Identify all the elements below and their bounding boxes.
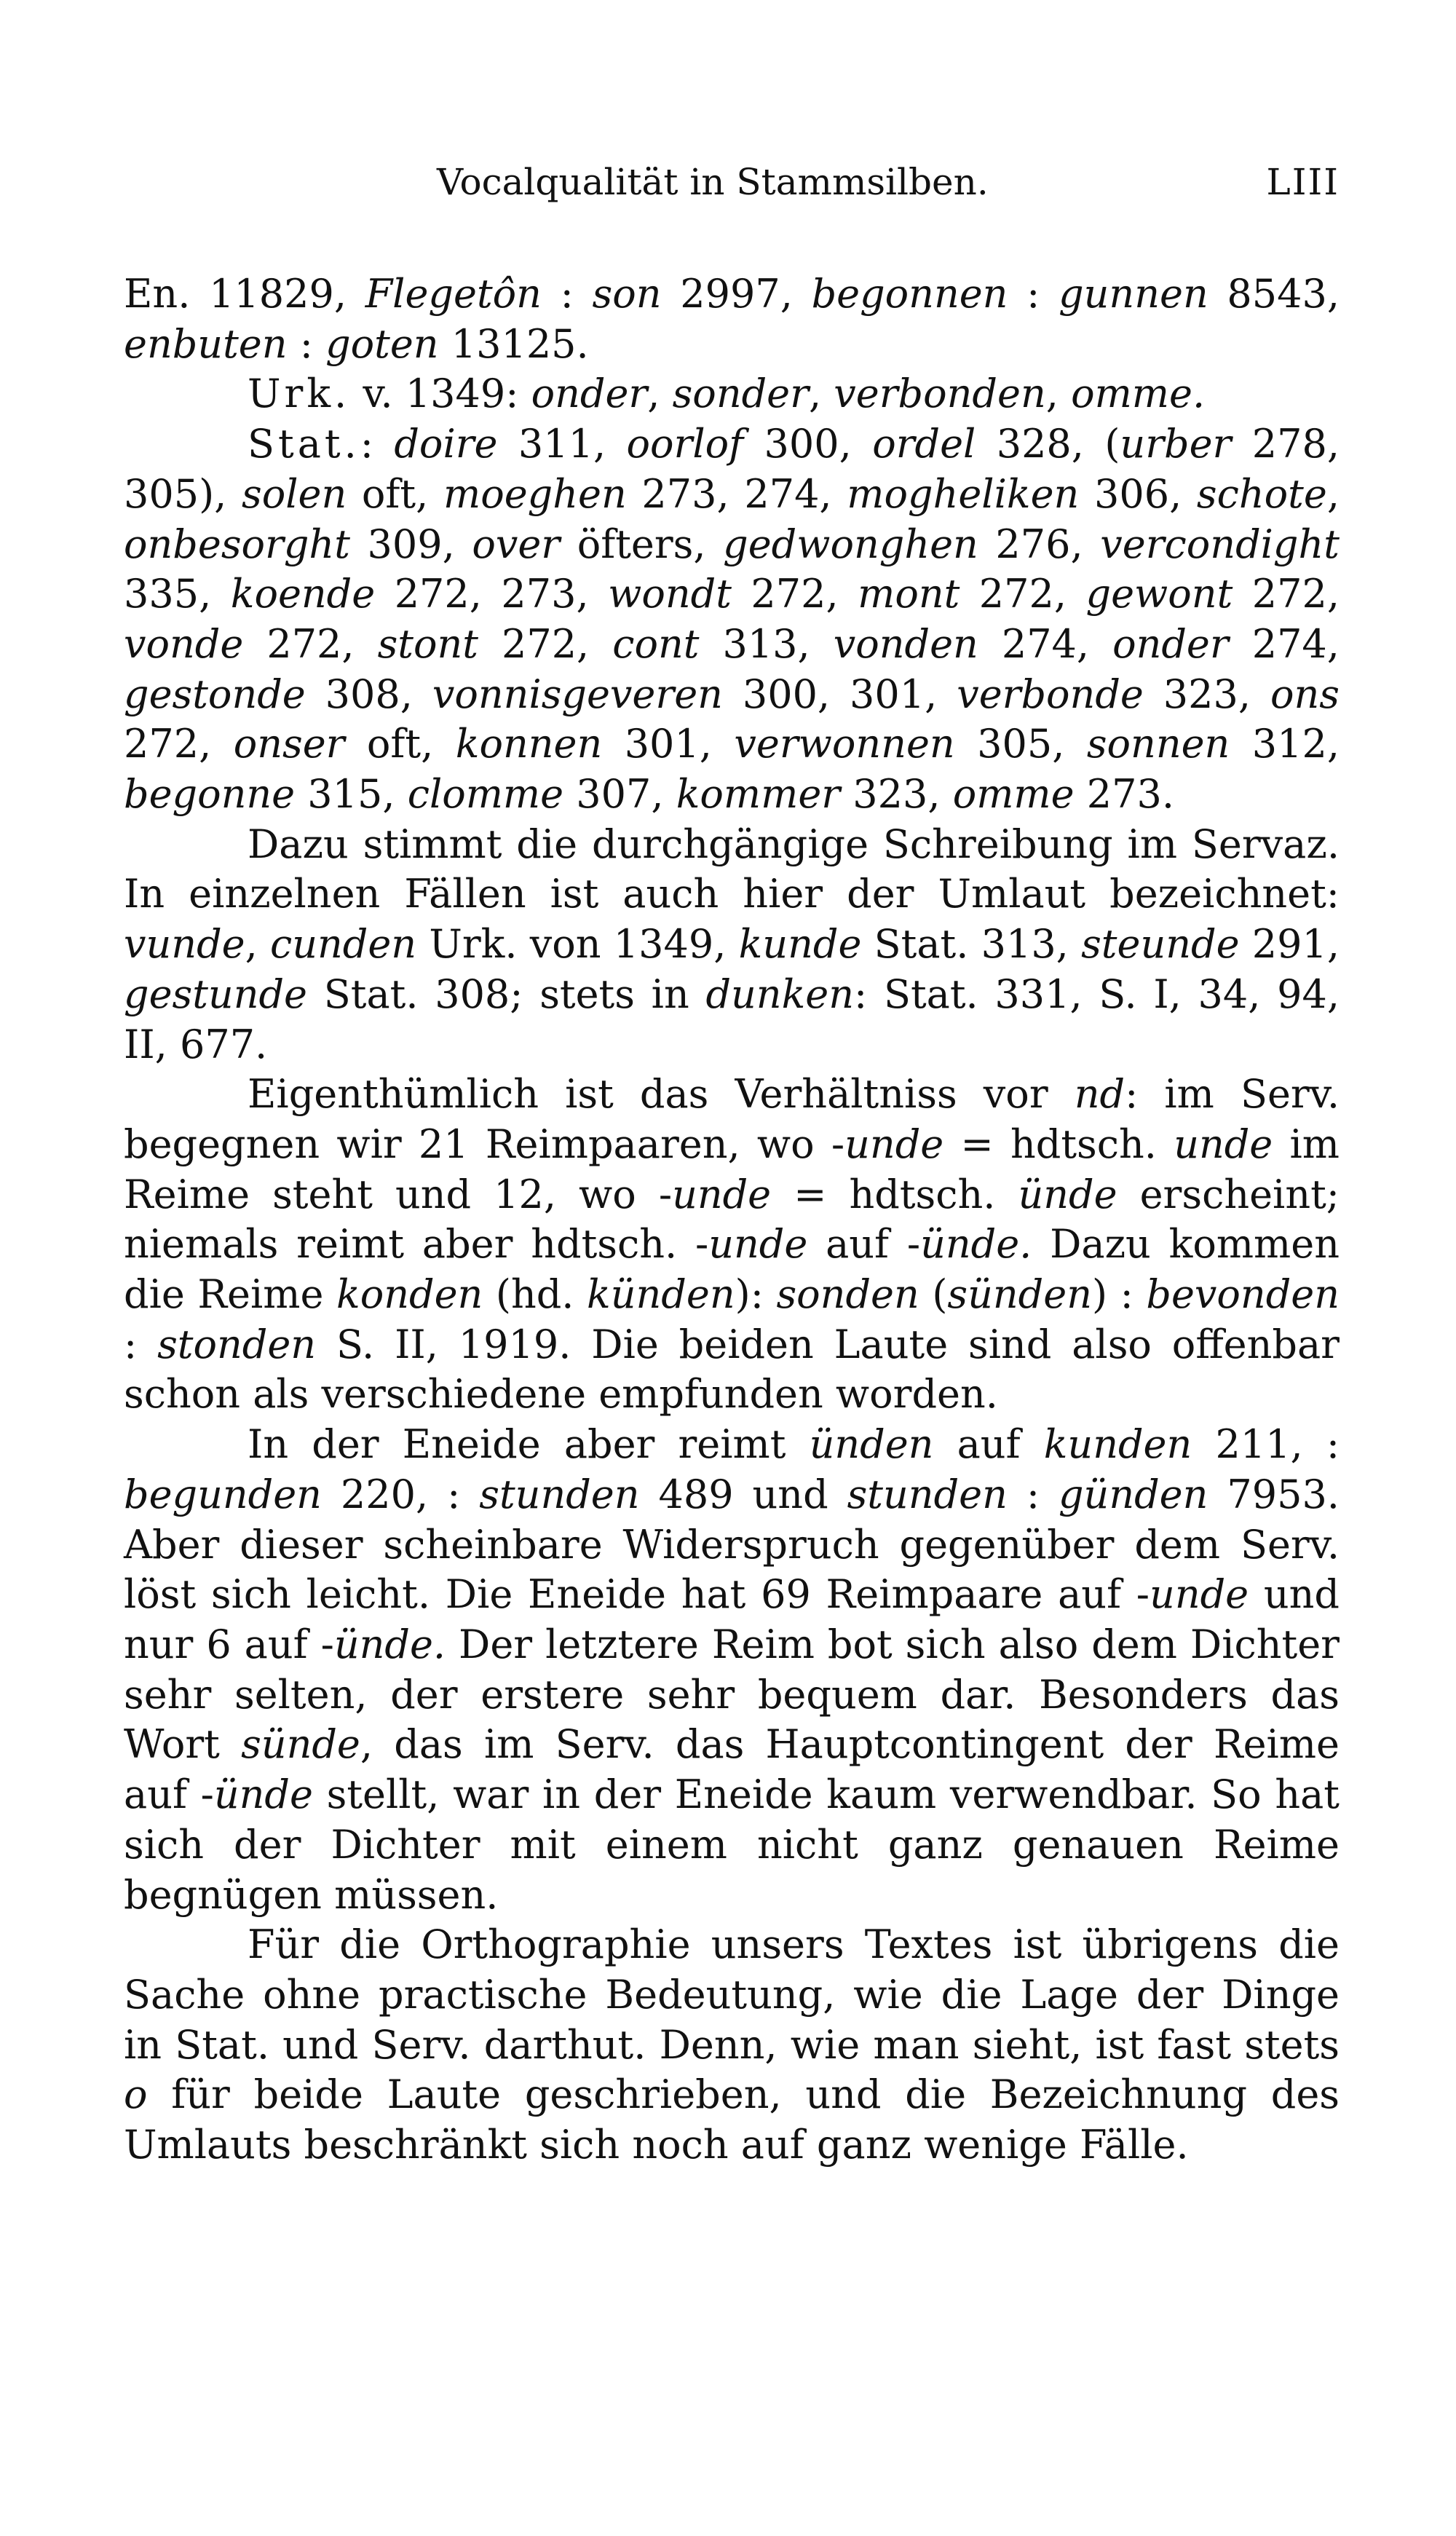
text-run: 489 und [639, 1471, 847, 1517]
text-run: Für die Orthographie unsers Textes ist übrigens die Sache ohne practische Bedeutung, wie die Lage der Dinge in Stat. und Serv. darthut. Denn, wie man sieht, ist fast stets [124, 1921, 1340, 2068]
text-run: 274, [1228, 620, 1340, 667]
italic-term: konden [336, 1271, 483, 1318]
text-run: für beide Laute geschrieben, und die Bezeichnung des Umlauts beschränkt sich noch auf ganz wenige Fälle. [124, 2071, 1340, 2168]
italic-term: begunden [124, 1471, 322, 1517]
text-run: 309, [349, 521, 472, 567]
italic-term: ünde. [920, 1221, 1032, 1268]
italic-term: vonnisgeveren [432, 671, 723, 717]
text-run: 308, [305, 671, 432, 717]
italic-term: stunden [847, 1471, 1008, 1517]
text-run: ( [919, 1271, 948, 1318]
text-run: stellt, war in der Eneide kaum verwendbar. So hat sich der Dichter mit einem nicht ganz genauen Reime begnügen müssen. [124, 1771, 1340, 1918]
text-run: S. II, 1919. Die beiden Laute sind also offenbar schon als verschiedene empfunden worden. [124, 1321, 1340, 1418]
italic-term: vonden [833, 620, 978, 667]
italic-term: omme. [1071, 371, 1206, 417]
text-run: 274, [978, 620, 1113, 667]
text-run: 273, 274, [626, 470, 847, 517]
text-run: erscheint; niemals reimt aber hdtsch. - [124, 1171, 1340, 1268]
text-run: = hdtsch. [943, 1121, 1174, 1167]
text-run: 323, [1143, 671, 1270, 717]
italic-term: ünde. [333, 1621, 446, 1667]
text-run: = hdtsch. [771, 1171, 1018, 1217]
italic-term: verwonnen [734, 721, 955, 767]
text-run: 220, : [321, 1471, 480, 1517]
italic-term: enbuten [124, 320, 288, 367]
text-run: und nur 6 auf - [124, 1571, 1340, 1667]
italic-term: gestunde [124, 971, 308, 1017]
text-run: 291, [1239, 921, 1340, 968]
text-run: 306, [1079, 470, 1197, 517]
italic-term: koende [230, 571, 376, 617]
italic-term: ons [1270, 671, 1340, 717]
text-run: , das im Serv. das Hauptcontingent der Reime auf - [124, 1721, 1340, 1818]
spaced-abbreviation: Stat. [248, 421, 360, 467]
italic-term: verbonde [957, 671, 1144, 717]
italic-term: kunde [738, 921, 862, 968]
text-run: 272, [960, 571, 1086, 617]
text-run: , [1326, 470, 1340, 517]
text-run: 272, [124, 721, 234, 767]
text-run: 300, [743, 421, 873, 467]
text-run: 272, [731, 571, 858, 617]
italic-term: gestonde [124, 671, 306, 717]
italic-term: bevonden [1146, 1271, 1340, 1318]
text-run: 13125. [438, 320, 589, 367]
italic-term: Flegetôn [365, 271, 542, 317]
text-run: 272, 273, [375, 571, 609, 617]
italic-term: unde [1150, 1571, 1249, 1618]
italic-term: omme [952, 771, 1075, 818]
text-run: , [1045, 371, 1072, 417]
text-run: : im Serv. begegnen wir 21 Reimpaaren, wo - [124, 1071, 1340, 1167]
paragraph [124, 1070, 1340, 1420]
italic-term: gewont [1085, 571, 1233, 617]
italic-term: unde [708, 1221, 808, 1268]
text-run: (hd. [483, 1271, 587, 1318]
italic-term: oorlof [626, 421, 744, 467]
text-run: 328, ( [976, 421, 1120, 467]
text-run: oft, [347, 470, 443, 517]
italic-term: sünde [241, 1721, 360, 1768]
italic-term: sünden [947, 1271, 1092, 1318]
italic-term: gunnen [1059, 271, 1208, 317]
text-run: 311, [497, 421, 627, 467]
text-run: Der letztere Reim bot sich also dem Dichter sehr selten, der erstere sehr bequem dar. Besonders das Wort [124, 1621, 1340, 1768]
italic-term: ordel [872, 421, 976, 467]
paragraph [124, 820, 1340, 1070]
text-run: oft, [344, 721, 456, 767]
text-run: : [1007, 1471, 1059, 1517]
italic-term: dunken [705, 971, 855, 1017]
italic-term: schote [1196, 470, 1327, 517]
text-run: 305, [954, 721, 1087, 767]
text-run: Stat. 308; stets in [307, 971, 706, 1017]
text-run: öfters, [560, 521, 724, 567]
italic-term: son [592, 271, 662, 317]
italic-term: over [472, 521, 561, 567]
text-run: auf [933, 1421, 1044, 1468]
italic-term: goten [325, 320, 439, 367]
text-run: 313, [699, 620, 834, 667]
italic-term: stonden [157, 1321, 317, 1367]
italic-term: wondt [608, 571, 732, 617]
text-run: 312, [1230, 721, 1340, 767]
text-run: ): [735, 1271, 777, 1318]
italic-term: stont [377, 620, 478, 667]
text-run: 335, [124, 571, 231, 617]
paragraph [124, 369, 1340, 419]
italic-term: o [124, 2071, 148, 2118]
text-run: 307, [563, 771, 676, 818]
text-run: : [541, 271, 593, 317]
text-run: 300, 301, [722, 671, 957, 717]
italic-term: cunden [269, 921, 417, 968]
italic-term: moeghen [443, 470, 627, 517]
italic-term: gedwonghen [723, 521, 978, 567]
text-run: 8543, [1208, 271, 1340, 317]
paragraph [124, 419, 1340, 820]
italic-term: onser [233, 721, 345, 767]
page-number: LIII [1266, 161, 1340, 203]
italic-term: sonden [776, 1271, 919, 1318]
text-run: : Stat. 331, S. I, 34, 94, II, 677. [124, 971, 1340, 1067]
text-run: : [124, 1321, 158, 1367]
italic-term: künden [587, 1271, 735, 1318]
text-run: : [287, 320, 326, 367]
italic-term: begonne [124, 771, 296, 818]
text-run: Stat. 313, [861, 921, 1082, 968]
text-run: , [808, 371, 834, 417]
italic-term: kunden [1043, 1421, 1192, 1468]
italic-term: unde [672, 1171, 772, 1217]
italic-term: onbesorght [124, 521, 350, 567]
text-run: im Reime steht und 12, wo - [124, 1121, 1340, 1217]
text-run: Dazu kommen die Reime [124, 1221, 1340, 1318]
text-run: En. 11829, [124, 271, 365, 317]
italic-term: konnen [455, 721, 603, 767]
running-header [124, 153, 1340, 211]
italic-term: begonnen [811, 271, 1008, 317]
text-run: 2997, [661, 271, 812, 317]
text-run: 301, [602, 721, 735, 767]
italic-term: ünden [809, 1421, 934, 1468]
italic-term: günden [1058, 1471, 1208, 1517]
text-run: ) : [1091, 1271, 1147, 1318]
text-run: 273. [1074, 771, 1174, 818]
text-run: 276, [978, 521, 1101, 567]
text-run: 7953. Aber dieser scheinbare Widerspruch gegenüber dem Serv. löst sich leicht. Die Eneide hat 69 Reimpaare auf - [124, 1471, 1340, 1618]
text-run: 272, [478, 620, 613, 667]
text-run: 272, [243, 620, 378, 667]
text-run: Dazu stimmt die durchgängige Schreibung im Servaz. In einzelnen Fällen ist auch hier der Umlaut bezeichnet: [124, 821, 1340, 917]
italic-term: kommer [676, 771, 841, 818]
italic-term: vonde [124, 620, 244, 667]
italic-term: stunden [479, 1471, 640, 1517]
italic-term: ünde [213, 1771, 313, 1818]
italic-term: steunde [1081, 921, 1240, 968]
italic-term: mont [858, 571, 960, 617]
text-run: , [245, 921, 270, 968]
italic-term: onder [531, 371, 648, 417]
italic-term: doire [394, 421, 498, 467]
italic-term: vunde [124, 921, 245, 968]
running-title: Vocalqualität in Stammsilben. [437, 161, 989, 203]
text-run: 315, [295, 771, 408, 818]
italic-term: onder [1112, 620, 1229, 667]
italic-term: sonnen [1086, 721, 1230, 767]
italic-term: clomme [407, 771, 564, 818]
text-run: : [360, 421, 395, 467]
text-run: auf - [807, 1221, 921, 1268]
italic-term: verbonden [834, 371, 1046, 417]
text-run: Eigenthümlich ist das Verhältniss vor [248, 1071, 1075, 1118]
italic-term: solen [242, 470, 347, 517]
text-run: 272, [1233, 571, 1340, 617]
paragraph [124, 1420, 1340, 1920]
paragraph [124, 1920, 1340, 2170]
italic-term: unde [1174, 1121, 1273, 1167]
italic-term: vercondight [1100, 521, 1340, 567]
text-run: , [647, 371, 673, 417]
text-run: Urk. von 1349, [416, 921, 739, 968]
italic-term: mogheliken [847, 470, 1080, 517]
text-run: 211, : [1192, 1421, 1340, 1468]
italic-term: sonder [672, 371, 809, 417]
text-run: 278, 305), [124, 421, 1340, 517]
body-text [124, 269, 1340, 2170]
text-run: In der Eneide aber reimt [248, 1421, 810, 1468]
italic-term: cont [612, 620, 700, 667]
italic-term: unde [844, 1121, 944, 1167]
text-run: : [1008, 271, 1059, 317]
italic-term: ünde [1018, 1171, 1117, 1217]
text-run: v. 1349: [350, 371, 531, 417]
text-run: 323, [840, 771, 953, 818]
spaced-abbreviation: Urk. [248, 371, 351, 417]
italic-term: nd [1074, 1071, 1125, 1118]
italic-term: urber [1120, 421, 1232, 467]
paragraph [124, 269, 1340, 369]
